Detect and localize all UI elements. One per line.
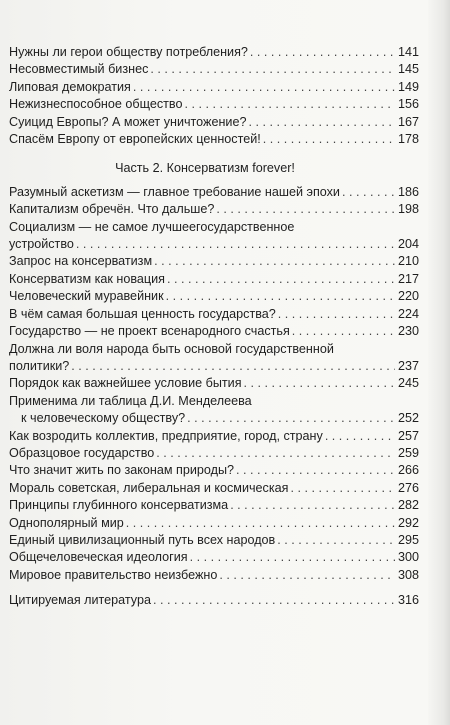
toc-entry-title: Липовая демократия <box>9 79 131 94</box>
toc-entry <box>9 131 419 148</box>
toc-entry-page: 149 <box>397 79 419 94</box>
toc-leader-dots <box>150 61 395 78</box>
toc-entry-page: 167 <box>397 114 419 129</box>
toc-leader-dots <box>153 592 395 609</box>
toc-entry <box>9 306 419 323</box>
toc-entry-title: Суицид Европы? А может уничтожение? <box>9 114 247 129</box>
toc-leader-dots <box>126 515 395 532</box>
toc-entry <box>9 480 419 497</box>
toc-entry-page: 198 <box>397 202 419 217</box>
toc-entry-page: 210 <box>397 254 419 269</box>
toc-leader-dots <box>184 96 395 113</box>
page-edge-shadow <box>428 0 450 725</box>
toc-leader-dots <box>292 323 395 340</box>
toc-leader-dots <box>76 236 395 253</box>
toc-entry-title: Нужны ли герои обществу потребления? <box>9 45 248 59</box>
toc-entry-title: Принципы глубинного консерватизма <box>9 498 229 513</box>
toc-entry <box>9 253 419 270</box>
toc-entry <box>9 323 419 340</box>
toc-entry <box>9 515 419 532</box>
toc-entry-page: 252 <box>397 411 419 426</box>
toc-entry <box>9 288 419 305</box>
toc-entry-page: 308 <box>397 567 419 582</box>
toc-entry-title: к человеческому обществу? <box>21 411 186 426</box>
toc-leader-dots <box>230 497 395 514</box>
toc-entry-title: Образцовое государство <box>9 445 155 460</box>
toc-leader-dots <box>250 44 395 61</box>
part-heading: Часть 2. Консерватизм forever! <box>115 161 295 176</box>
toc-entry-title: Человеческий муравейник <box>9 289 164 304</box>
toc-entry-title: Что значит жить по законам природы? <box>9 463 234 478</box>
toc-entry-page: 220 <box>397 289 419 304</box>
toc-leader-dots <box>219 567 395 584</box>
toc-entry <box>9 271 419 288</box>
toc-entry <box>9 44 419 61</box>
toc-entry-title: В чём самая большая ценность государства? <box>9 306 276 321</box>
toc-entry <box>9 79 419 96</box>
toc-entry-page: 141 <box>397 45 419 59</box>
toc-entry <box>9 532 419 549</box>
toc-entry <box>9 375 419 392</box>
toc-entry <box>9 445 419 462</box>
toc-entry <box>9 61 419 78</box>
toc-entry-title-line: Применима ли таблица Д.И. Менделеева <box>9 393 252 408</box>
toc-leader-dots <box>156 445 395 462</box>
toc-entry-page: 224 <box>397 306 419 321</box>
toc-entry-title: Разумный аскетизм — главное требование нашей эпохи <box>9 184 340 199</box>
toc-entry-title: Несовместимый бизнес <box>9 62 149 77</box>
toc-entry <box>9 497 419 514</box>
toc-entry-title: Цитируемая литература <box>9 593 151 608</box>
toc-entry-title: политики? <box>9 358 70 373</box>
toc-entry-page: 257 <box>397 428 419 443</box>
toc-entry-title: Порядок как важнейшее условие бытия <box>9 376 242 391</box>
toc-entry-page: 145 <box>397 62 419 77</box>
toc-leader-dots <box>154 253 395 270</box>
toc-leader-dots <box>244 375 395 392</box>
toc-entry <box>9 201 419 218</box>
toc-entry-title: Мировое правительство неизбежно <box>9 567 218 582</box>
toc-entry-page: 316 <box>397 593 419 608</box>
toc-entry <box>9 462 419 479</box>
toc-entry-title-line: Должна ли воля народа быть основой государственной <box>9 341 334 356</box>
toc-entry-title: Однополярный мир <box>9 515 124 530</box>
toc-entry-title: Спасём Европу от европейских ценностей! <box>9 132 261 147</box>
toc-entry-page: 295 <box>397 532 419 547</box>
toc-entry-page: 292 <box>397 515 419 530</box>
toc-entry <box>9 567 419 584</box>
toc-leader-dots <box>166 288 395 305</box>
toc-leader-dots <box>167 271 395 288</box>
toc-leader-dots <box>290 480 395 497</box>
toc-entry-title: Запрос на консерватизм <box>9 254 153 269</box>
toc-entry-title: Капитализм обречён. Что дальше? <box>9 202 215 217</box>
toc-entry-title: Мораль советская, либеральная и космическая <box>9 480 289 495</box>
toc-entry-title: Общечеловеческая идеология <box>9 550 188 565</box>
toc-entry-page: 237 <box>397 358 419 373</box>
toc-entry-title: Нежизнеспособное общество <box>9 97 183 112</box>
toc-leader-dots <box>342 184 395 201</box>
toc-entry <box>9 410 419 427</box>
toc-leader-dots <box>190 549 395 566</box>
toc-entry-page: 178 <box>397 132 419 147</box>
toc-entry-page: 217 <box>397 271 419 286</box>
toc-entry-page: 156 <box>397 97 419 112</box>
toc-entry-page: 266 <box>397 463 419 478</box>
toc-leader-dots <box>278 306 395 323</box>
toc-entry <box>9 549 419 566</box>
toc-entry <box>9 358 419 375</box>
toc-entry <box>9 96 419 113</box>
toc-entry-title: Консерватизм как новация <box>9 271 165 286</box>
toc-entry-title: устройство <box>9 237 74 252</box>
toc-entry-page: 259 <box>397 445 419 460</box>
toc-leader-dots <box>216 201 395 218</box>
toc-entry-page: 300 <box>397 550 419 565</box>
toc-entry-page: 282 <box>397 498 419 513</box>
toc-leader-dots <box>248 114 395 131</box>
toc-leader-dots <box>236 462 395 479</box>
toc-entry-page: 204 <box>397 237 419 252</box>
toc-entry-bibliography <box>9 592 419 609</box>
toc-leader-dots <box>187 410 395 427</box>
toc-entry <box>9 114 419 131</box>
toc-leader-dots <box>71 358 395 375</box>
toc-leader-dots <box>325 428 395 445</box>
toc-entry <box>9 236 419 253</box>
toc-leader-dots <box>133 79 395 96</box>
toc-leader-dots <box>277 532 395 549</box>
toc-entry-title: Единый цивилизационный путь всех народов <box>9 532 276 547</box>
toc-entry-title: Государство — не проект всенародного счастья <box>9 324 290 339</box>
toc-entry-title-line: Социализм — не самое лучшеегосударственное <box>9 219 295 234</box>
toc-entry-title: Как возродить коллектив, предприятие, город, страну <box>9 428 323 443</box>
toc-entry-page: 186 <box>397 184 419 199</box>
toc-entry-page: 276 <box>397 480 419 495</box>
section-gap <box>9 584 419 592</box>
table-of-contents <box>9 44 419 610</box>
toc-entry-page: 230 <box>397 324 419 339</box>
toc-entry-page: 245 <box>397 376 419 391</box>
toc-entry <box>9 184 419 201</box>
toc-leader-dots <box>263 131 395 148</box>
toc-entry <box>9 428 419 445</box>
